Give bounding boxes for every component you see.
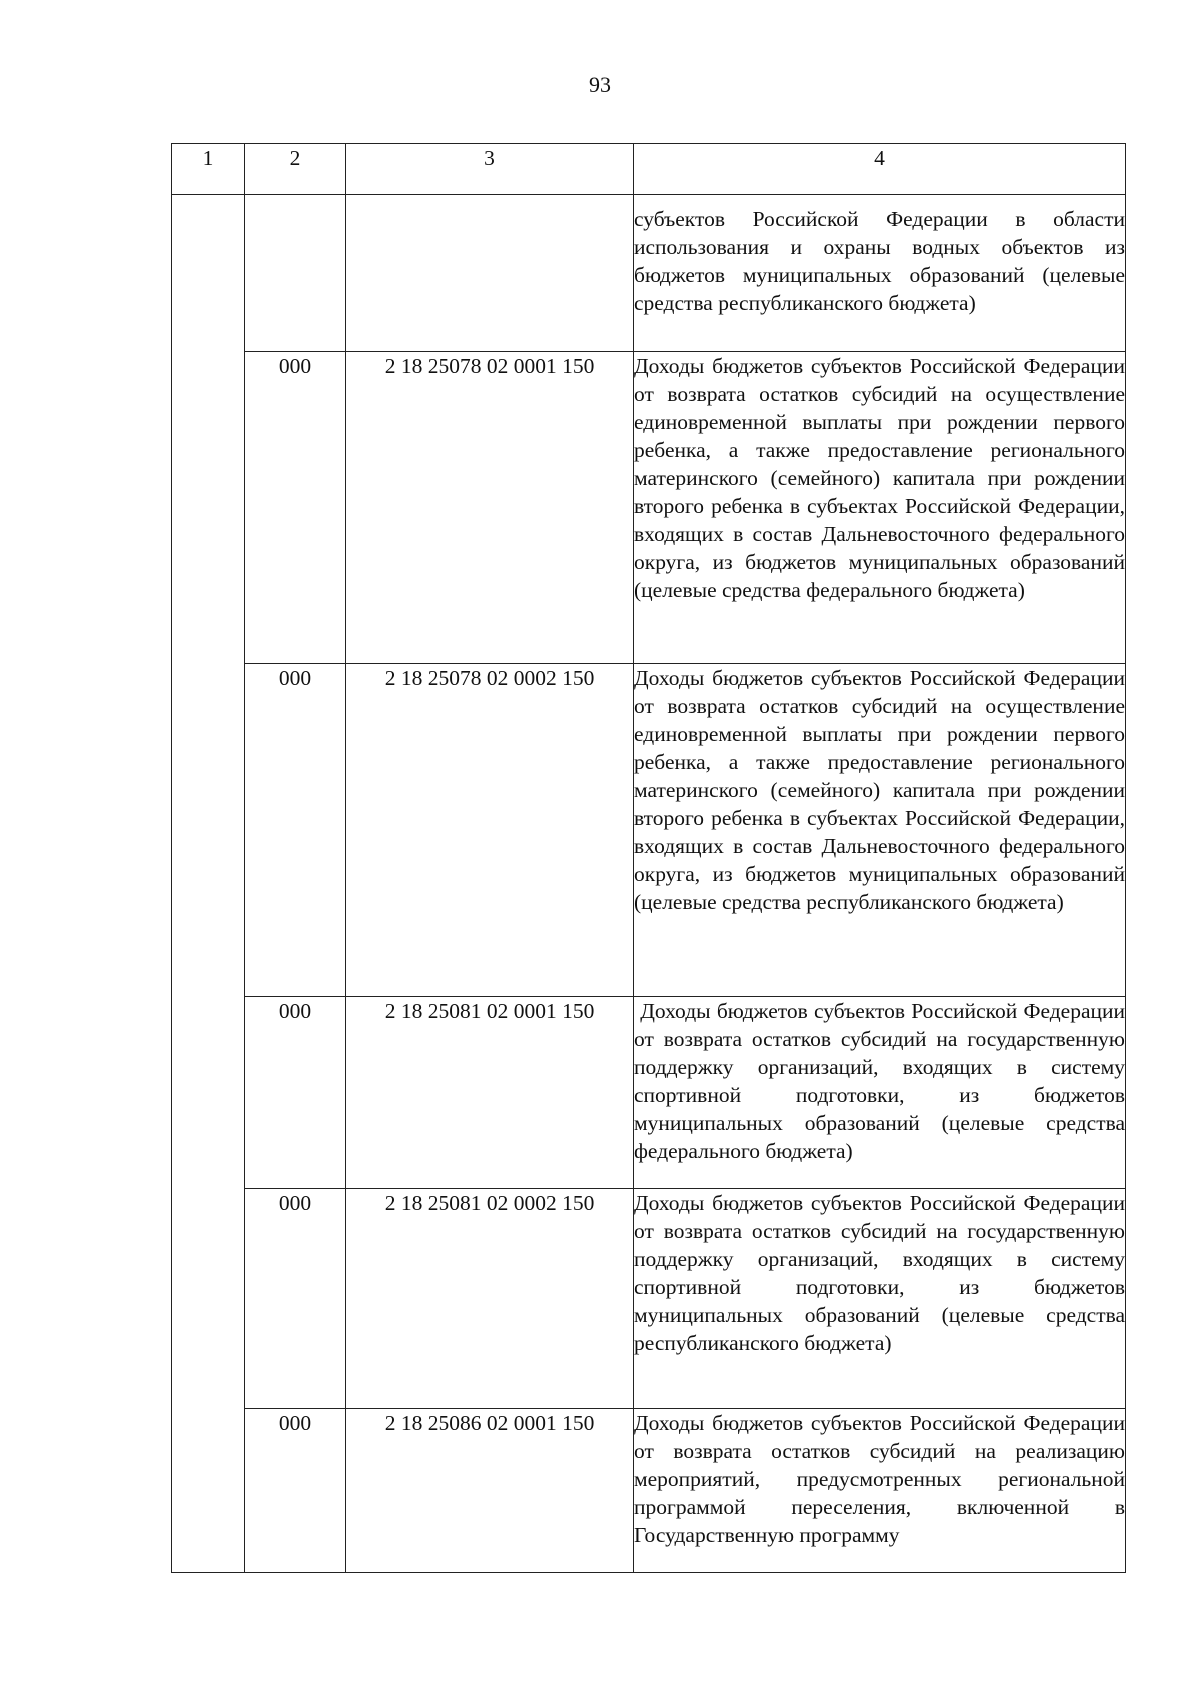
header-col-1: 1 — [172, 144, 245, 195]
header-col-2: 2 — [245, 144, 346, 195]
header-col-3: 3 — [346, 144, 634, 195]
admin-code-cell — [245, 195, 346, 352]
admin-code-cell: 000 — [245, 1409, 346, 1573]
budget-code-cell: 2 18 25081 02 0001 150 — [346, 997, 634, 1189]
admin-code-cell: 000 — [245, 1189, 346, 1409]
description-cell: субъектов Российской Федерации в области использования и охраны водных объектов из бюджетов муниципальных образований (целевые средства республиканского бюджета) — [634, 195, 1126, 352]
budget-code-cell: 2 18 25081 02 0002 150 — [346, 1189, 634, 1409]
admin-code-cell: 000 — [245, 997, 346, 1189]
description-cell: Доходы бюджетов субъектов Российской Федерации от возврата остатков субсидий на государственную поддержку организаций, входящих в систему спортивной подготовки, из бюджетов муниципальных образований (целевые средства федерального бюджета) — [634, 997, 1126, 1189]
header-col-4: 4 — [634, 144, 1126, 195]
page-number: 93 — [589, 72, 611, 97]
admin-code-cell: 000 — [245, 352, 346, 664]
budget-code-cell: 2 18 25086 02 0001 150 — [346, 1409, 634, 1573]
table-row — [172, 352, 1126, 664]
admin-code-cell: 000 — [245, 664, 346, 997]
table-row — [172, 1409, 1126, 1573]
table-row — [172, 664, 1126, 997]
description-cell: Доходы бюджетов субъектов Российской Федерации от возврата остатков субсидий на осуществление единовременной выплаты при рождении первого ребенка, а также предоставление регионального материнского (семейного) капитала при рождении второго ребенка в субъектах Российской Федерации, входящих в состав Дальневосточного федерального округа, из бюджетов муниципальных образований (целевые средства республиканского бюджета) — [634, 664, 1126, 997]
table-row — [172, 997, 1126, 1189]
budget-code-cell: 2 18 25078 02 0002 150 — [346, 664, 634, 997]
section-number-cell — [172, 195, 245, 1573]
description-cell: Доходы бюджетов субъектов Российской Федерации от возврата остатков субсидий на реализацию мероприятий, предусмотренных региональной программой переселения, включенной в Государственную программу — [634, 1409, 1126, 1573]
table-row-continued — [172, 195, 1126, 352]
table-header-row — [172, 144, 1126, 195]
budget-code-cell — [346, 195, 634, 352]
budget-codes-table — [171, 143, 1131, 1573]
description-cell: Доходы бюджетов субъектов Российской Федерации от возврата остатков субсидий на государственную поддержку организаций, входящих в систему спортивной подготовки, из бюджетов муниципальных образований (целевые средства республиканского бюджета) — [634, 1189, 1126, 1409]
table-row — [172, 1189, 1126, 1409]
budget-code-cell: 2 18 25078 02 0001 150 — [346, 352, 634, 664]
description-cell: Доходы бюджетов субъектов Российской Федерации от возврата остатков субсидий на осуществление единовременной выплаты при рождении первого ребенка, а также предоставление регионального материнского (семейного) капитала при рождении второго ребенка в субъектах Российской Федерации, входящих в состав Дальневосточного федерального округа, из бюджетов муниципальных образований (целевые средства федерального бюджета) — [634, 352, 1126, 664]
